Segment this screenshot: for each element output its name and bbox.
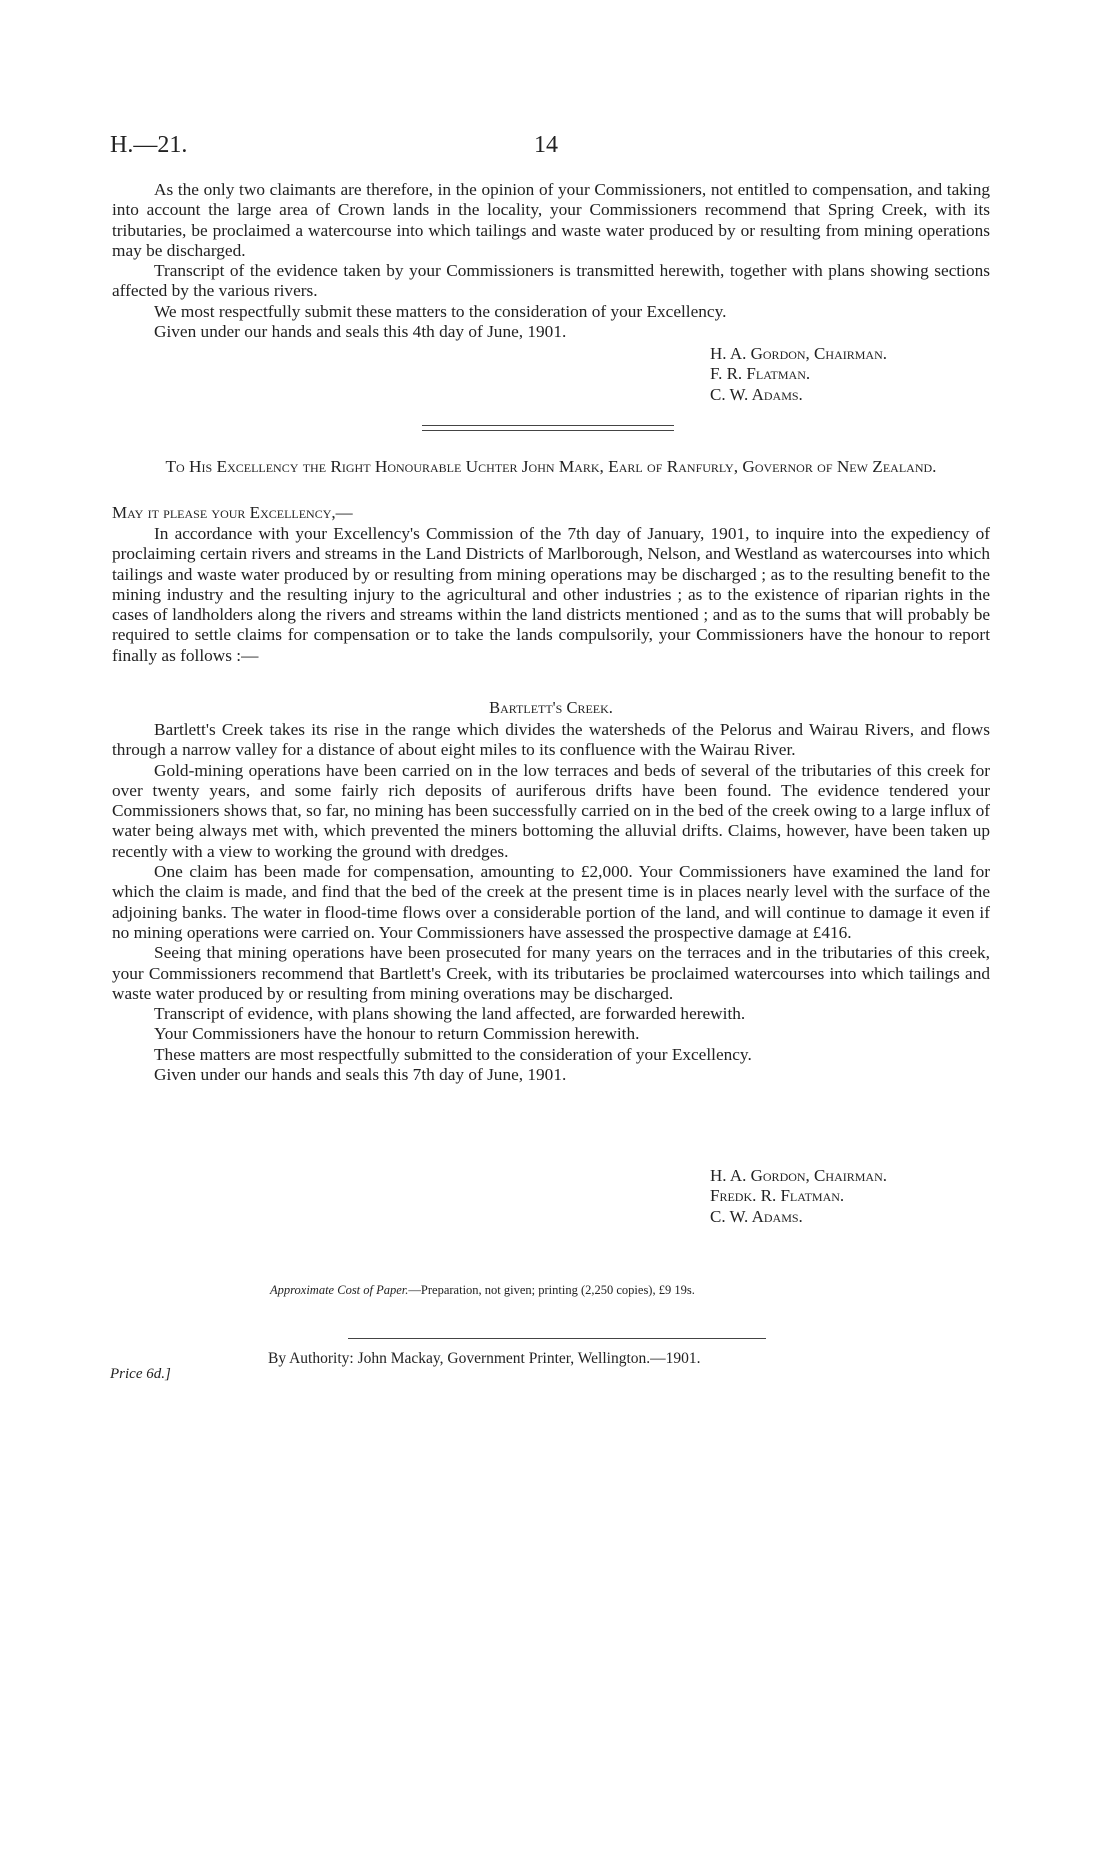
signature-line: C. W. Adams. [710,1206,803,1226]
creek-paragraph: Given under our hands and seals this 7th day of June, 1901. [154,1065,567,1085]
intro-block [112,180,990,342]
creek-paragraph: One claim has been made for compensation, amounting to £2,000. Your Commissioners have examined the land for which the claim is made, and find that the bed of the creek at the present time is in places nearly level with the surface of the adjoining banks. The water in flood-time flows over a considerable portion of the land, and will continue to damage it even if no mining operations were carried on. Your Commissioners have assessed the prospective damage at £416. [112,862,990,942]
intro-paragraph: We most respectfully submit these matters to the consideration of your Excellency. [154,301,727,321]
intro-paragraph: As the only two claimants are therefore, in the opinion of your Commissioners, not entitled to compensation, and taking into account the large area of Crown lands in the locality, your Commissioners recommend that Spring Creek, with its tributaries, be proclaimed a watercourse into which tailings and waste water produced by or resulting from mining operations may be discharged. [112,180,990,260]
salutation: May it please your Excellency,— [112,503,353,522]
page-number: 14 [534,132,558,158]
signature-line: C. W. Adams. [710,384,803,404]
signature-block-1 [710,344,887,405]
cost-text: —Preparation, not given; printing (2,250 copies), £9 19s. [408,1283,695,1297]
creek-paragraph: Bartlett's Creek takes its rise in the range which divides the watersheds of the Pelorus and Wairau Rivers, and flows through a narrow valley for a distance of about eight miles to its confluence with the Wairau River. [112,720,990,760]
price-note: Price 6d.] [110,1366,171,1382]
creek-paragraph: Your Commissioners have the honour to return Commission herewith. [154,1024,640,1044]
section-divider [422,425,674,431]
cost-label: Approximate Cost of Paper. [270,1283,409,1297]
creek-paragraph: Seeing that mining operations have been prosecuted for many years on the terraces and in the tributaries of this creek, your Commissioners recommend that Bartlett's Creek, with its tributaries be proclaimed watercourses into which tailings and waste water produced by or resulting from mining overations may be discharged. [112,943,990,1003]
intro-paragraph: Transcript of the evidence taken by your Commissioners is transmitted herewith, together with plans showing sections affected by the various rivers. [112,261,990,301]
creek-paragraph: Gold-mining operations have been carried on in the low terraces and beds of several of the tributaries of this creek for over twenty years, and some fairly rich deposits of auriferous drifts have been found. The evidence tendered your Commissioners shows that, so far, no mining has been successfully carried on in the bed of the creek owing to a large influx of water being always met with, which prevented the miners bottoming the alluvial drifts. Claims, however, have been taken up recently with a view to working the ground with dredges. [112,760,990,861]
address-line: To His Excellency the Right Honourable Uchter John Mark, Earl of Ranfurly, Governor of New Zealand. [165,457,937,476]
signature-block-2 [710,1166,887,1227]
commission-block [112,524,990,666]
creek-paragraph: Transcript of evidence, with plans showing the land affected, are forwarded herewith. [154,1004,746,1024]
creek-paragraph: These matters are most respectfully submitted to the consideration of your Excellency. [154,1044,752,1064]
signature-line: H. A. Gordon, Chairman. [710,1166,887,1185]
footer-rule [348,1338,766,1339]
section-heading: Bartlett's Creek. [489,698,613,717]
cost-note [270,1283,695,1298]
signature-line: H. A. Gordon, Chairman. [710,344,887,363]
creek-block [112,720,990,1085]
intro-paragraph: Given under our hands and seals this 4th day of June, 1901. [154,322,567,342]
signature-line: F. R. Flatman. [710,364,811,384]
signature-line: Fredk. R. Flatman. [710,1186,845,1206]
printer-footer: By Authority: John Mackay, Government Printer, Wellington.—1901. [268,1350,701,1367]
commission-paragraph: In accordance with your Excellency's Commission of the 7th day of January, 1901, to inquire into the expediency of proclaiming certain rivers and streams in the Land Districts of Marlborough, Nelson, and Westland as watercourses into which tailings and waste water produced by or resulting from mining operations may be discharged ; as to the resulting benefit to the mining industry and the resulting injury to the agricultural and other industries ; as to the existence of riparian rights in the cases of landholders along the rivers and streams within the land districts mentioned ; and as to the sums that will probably be required to settle claims for compensation or to take the lands compulsorily, your Commissioners have the honour to report finally as follows :— [112,524,990,665]
section-code: H.—21. [110,132,188,158]
